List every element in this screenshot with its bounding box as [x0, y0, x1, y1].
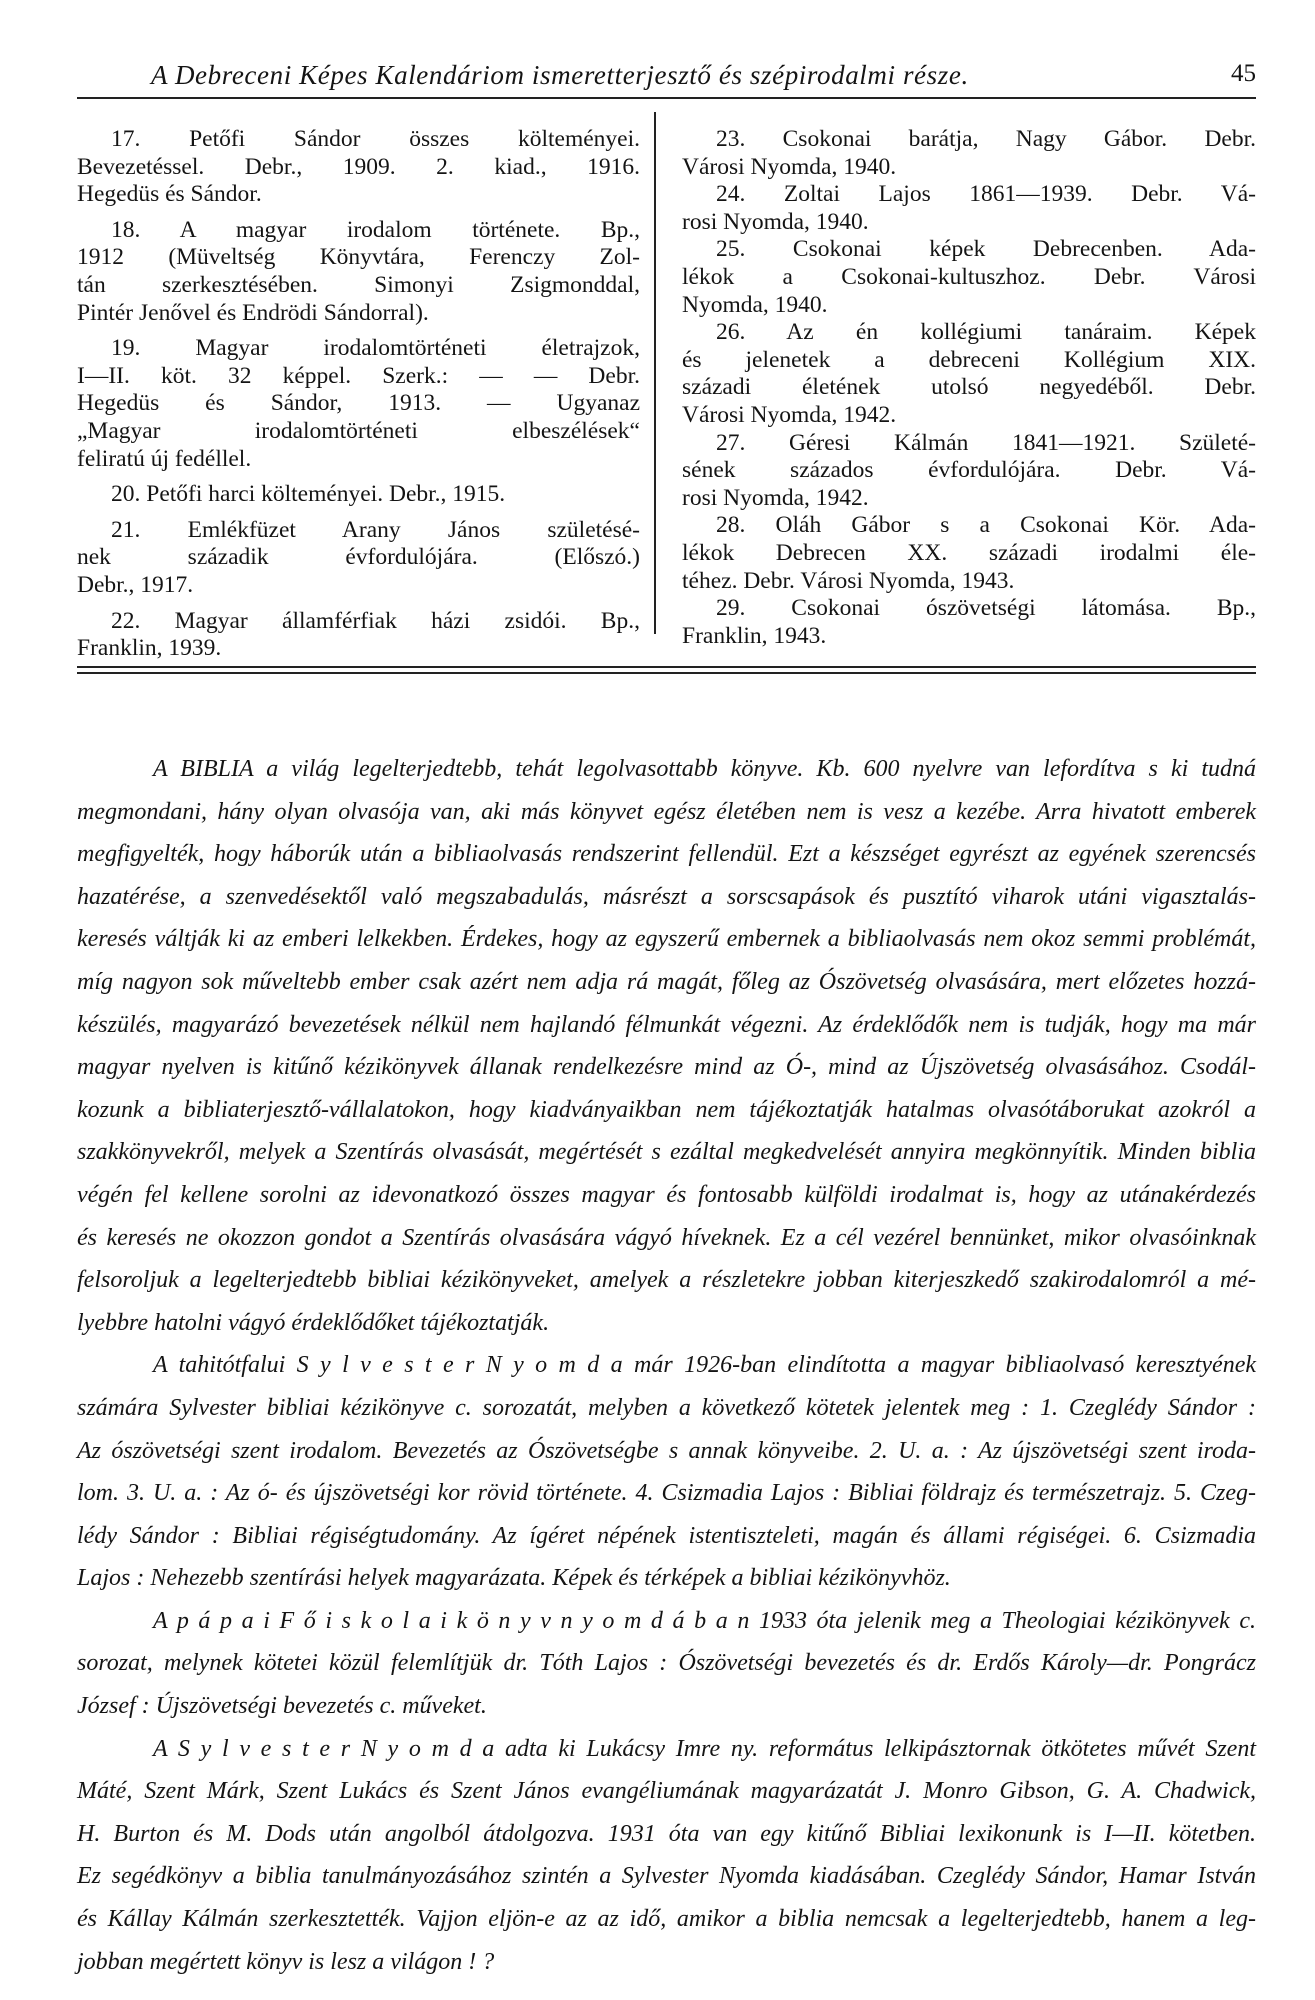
text-line: „Magyar irodalomtörténeti elbeszélések“ [77, 417, 640, 444]
text-line: 24. Zoltai Lajos 1861—1939. Debr. Vá- [716, 181, 1256, 208]
bibliography-entry [682, 319, 1256, 429]
text-line: Franklin, 1939. [77, 635, 222, 662]
text-line: A tahitótfalui S y l v e s t e r N y o m d a már 1926-ban elindította a magyar bibliaolvasó keresztyének [153, 1352, 1256, 1379]
text-line: lyebbre hatolni vágyó érdeklődőket tájékoztatják. [77, 1309, 550, 1336]
text-line: Ez segédkönyv a biblia tanulmányozásához szintén a Sylvester Nyomda kiadásában. Czeglédy Sándor, Hamar István [77, 1863, 1256, 1890]
text-line: rosi Nyomda, 1940. [682, 208, 869, 235]
text-line: A p á p a i F ő i s k o l a i k ö n y v n y o m d á b a n 1933 óta jelenik meg a Theologiai kézikönyvek c. [153, 1607, 1256, 1634]
article-paragraph [77, 1600, 1256, 1728]
text-line: Az ószövetségi szent irodalom. Bevezetés az Ószövetségbe s annak könyveibe. 2. U. a. : Az újszövetségi szent iroda- [77, 1437, 1256, 1464]
text-line: Városi Nyomda, 1940. [682, 153, 897, 180]
article-paragraph [77, 748, 1256, 1344]
text-line: 1912 (Müveltség Könyvtára, Ferenczy Zol- [77, 244, 640, 271]
text-line: feliratú új fedéllel. [77, 445, 252, 472]
text-line: megfigyelték, hogy háborúk után a bibliaolvasás rendszerint fellendül. Ezt a készséget egyrészt az egyének szerencsés [77, 841, 1256, 868]
bibliography-entry [682, 512, 1256, 595]
text-line: 20. Petőfi harci költeményei. Debr., 1915. [111, 481, 506, 508]
text-line: sének százados évfordulójára. Debr. Vá- [682, 457, 1256, 484]
running-title: A Debreceni Képes Kalendáriom ismeretterjesztő és szépirodalmi része. [151, 60, 969, 90]
bibliography-entry [682, 181, 1256, 236]
text-line: és keresés ne okozzon gondot a Szentírás olvasására vágyó híveknek. Ez a cél vezérel bennünket, mikor olvasóinknak [77, 1224, 1256, 1251]
header-rule [77, 97, 1256, 99]
bibliography-entry [682, 595, 1256, 650]
text-line: magyar nyelven is kitűnő kézikönyvek állanak rendelkezésre mind az Ó-, mind az Újszövetség olvasásához. Csodál- [77, 1054, 1256, 1081]
bibliography-entry [77, 608, 640, 663]
text-line: 21. Emlékfüzet Arany János születésé- [111, 516, 640, 543]
text-line: nek századik évfordulójára. (Előszó.) [77, 544, 640, 571]
text-line: 26. Az én kollégiumi tanáraim. Képek [716, 319, 1256, 346]
text-line: József : Újszövetségi bevezetés c. műveket. [77, 1693, 487, 1720]
text-line: tán szerkesztésében. Simonyi Zsigmonddal, [77, 271, 640, 298]
text-line: 27. Géresi Kálmán 1841—1921. Születé- [716, 429, 1256, 456]
bibliography-entry [77, 217, 640, 327]
text-line: 19. Magyar irodalomtörténeti életrajzok, [111, 335, 640, 362]
text-line: kozunk a bibliaterjesztő-vállalatokon, hogy kiadványaikban nem tájékoztatják hatalmas olvasótáborukat azokról a [77, 1096, 1256, 1123]
bibliography-entry [77, 517, 640, 600]
bibliography-entry [682, 126, 1256, 181]
text-line: 28. Oláh Gábor s a Csokonai Kör. Ada- [716, 512, 1256, 539]
text-line: téhez. Debr. Városi Nyomda, 1943. [682, 567, 1015, 594]
page-header [77, 56, 1256, 96]
column-divider [654, 112, 656, 634]
text-line: 18. A magyar irodalom története. Bp., [111, 216, 640, 243]
text-line: számára Sylvester bibliai kézikönyve c. sorozatát, melyben a következő kötetek jelentek meg : 1. Czeglédy Sándor : [77, 1394, 1256, 1421]
bibliography-entry [682, 430, 1256, 513]
text-line: 23. Csokonai barátja, Nagy Gábor. Debr. [716, 126, 1256, 152]
bibliography-right-column [682, 126, 1256, 650]
text-line: lékok a Csokonai-kultuszhoz. Debr. Városi [682, 263, 1256, 290]
article-paragraph [77, 1728, 1256, 1984]
text-line: rosi Nyomda, 1942. [682, 484, 869, 511]
text-line: Nyomda, 1940. [682, 291, 828, 318]
text-line: Hegedüs és Sándor. [77, 181, 262, 208]
double-rule-bottom [77, 672, 1256, 674]
text-line: szakkönyvekről, melyek a Szentírás olvasását, megértését s ezáltal megkedvelését annyira megkönnyítik. Minden biblia [77, 1139, 1256, 1166]
text-line: H. Burton és M. Dods után angolból átdolgozva. 1931 óta van egy kitűnő Bibliai lexikonunk is I—II. kötetben. [77, 1820, 1256, 1847]
text-line: Lajos : Nehezebb szentírási helyek magyarázata. Képek és térképek a bibliai kézikönyvhöz. [77, 1565, 951, 1592]
double-rule-top [77, 666, 1256, 668]
bibliography-entry [682, 236, 1256, 319]
text-line: 25. Csokonai képek Debrecenben. Ada- [716, 236, 1256, 263]
text-line: felsoroljuk a legelterjedtebb bibliai kézikönyveket, amelyek a részletekre jobban kiterjeszkedő szakirodalomról a mé- [77, 1267, 1256, 1294]
text-line: Franklin, 1943. [682, 622, 827, 649]
text-line: sorozat, melynek kötetei közül felemlítjük dr. Tóth Lajos : Ószövetségi bevezetés és dr. Erdős Károly—dr. Pongrácz [77, 1650, 1256, 1677]
text-line: A S y l v e s t e r N y o m d a adta ki Lukácsy Imre ny. református lelkipásztornak ötkötetes művét Szent [153, 1735, 1256, 1762]
text-line: Hegedüs és Sándor, 1913. — Ugyanaz [77, 390, 640, 417]
page-number: 45 [1231, 60, 1256, 87]
text-line: megmondani, hány olyan olvasója van, aki más könyvet egész életében nem is vesz a kezébe. Arra hivatott emberek [77, 798, 1256, 825]
text-line: hazatérése, a szenvedésektől való megszabadulás, másrészt a sorscsapások és pusztító viharok utáni vigasztalás- [77, 883, 1256, 910]
text-line: keresés váltják ki az emberi lelkekben. Érdekes, hogy az egyszerű embernek a bibliaolvasás nem okoz semmi problémát, [77, 926, 1256, 953]
text-line: és Kállay Kálmán szerkesztették. Vajjon eljön-e az az idő, amikor a biblia nemcsak a legelterjedtebb, hanem a leg- [77, 1906, 1256, 1933]
text-line: 17. Petőfi Sándor összes költeményei. [111, 126, 640, 152]
text-line: Debr., 1917. [77, 571, 194, 598]
bibliography-left-column [77, 126, 640, 671]
text-line: Pintér Jenővel és Endrödi Sándorral). [77, 299, 429, 326]
bibliography-entry [77, 126, 640, 209]
text-line: 29. Csokonai ószövetségi látomása. Bp., [716, 595, 1256, 622]
text-line: készülés, magyarázó bevezetések nélkül nem hajlandó félmunkát végezni. Az érdeklődők nem is tudják, hogy ma már [77, 1011, 1256, 1038]
article-paragraph [77, 1344, 1256, 1600]
text-line: végén fel kellene sorolni az idevonatkozó összes magyar és fontosabb külföldi irodalmat is, hogy az utánakérdezés [77, 1181, 1256, 1208]
text-line: A BIBLIA a világ legelterjedtebb, tehát legolvasottabb könyve. Kb. 600 nyelvre van lefordítva s ki tudná [153, 756, 1256, 782]
text-line: míg nagyon sok műveltebb ember csak azért nem adja rá magát, főleg az Ószövetség olvasására, mert előzetes hozzá- [77, 968, 1256, 995]
text-line: 22. Magyar államférfiak házi zsidói. Bp., [111, 607, 640, 634]
bibliography-entry [77, 481, 640, 509]
text-line: Bevezetéssel. Debr., 1909. 2. kiad., 1916. [77, 153, 640, 180]
text-line: Városi Nyomda, 1942. [682, 401, 897, 428]
text-line: I—II. köt. 32 képpel. Szerk.: — — Debr. [77, 362, 640, 389]
text-line: és jelenetek a debreceni Kollégium XIX. [682, 346, 1256, 373]
text-line: századi életének utolsó negyedéből. Debr. [682, 374, 1256, 401]
bibliography-entry [77, 335, 640, 473]
text-line: lom. 3. U. a. : Az ó- és újszövetségi kor rövid története. 4. Csizmadia Lajos : Bibliai földrajz és természetrajz. 5. Czeg- [77, 1480, 1256, 1507]
bible-article [77, 748, 1256, 1983]
text-line: jobban megértett könyv is lesz a világon ! ? [77, 1948, 495, 1975]
text-line: lédy Sándor : Bibliai régiségtudomány. Az ígéret népének istentiszteleti, magán és állami régiségei. 6. Csizmadia [77, 1522, 1256, 1549]
text-line: Máté, Szent Márk, Szent Lukács és Szent János evangéliumának magyarázatát J. Monro Gibson, G. A. Chadwick, [77, 1778, 1256, 1805]
text-line: lékok Debrecen XX. századi irodalmi éle- [682, 539, 1256, 566]
